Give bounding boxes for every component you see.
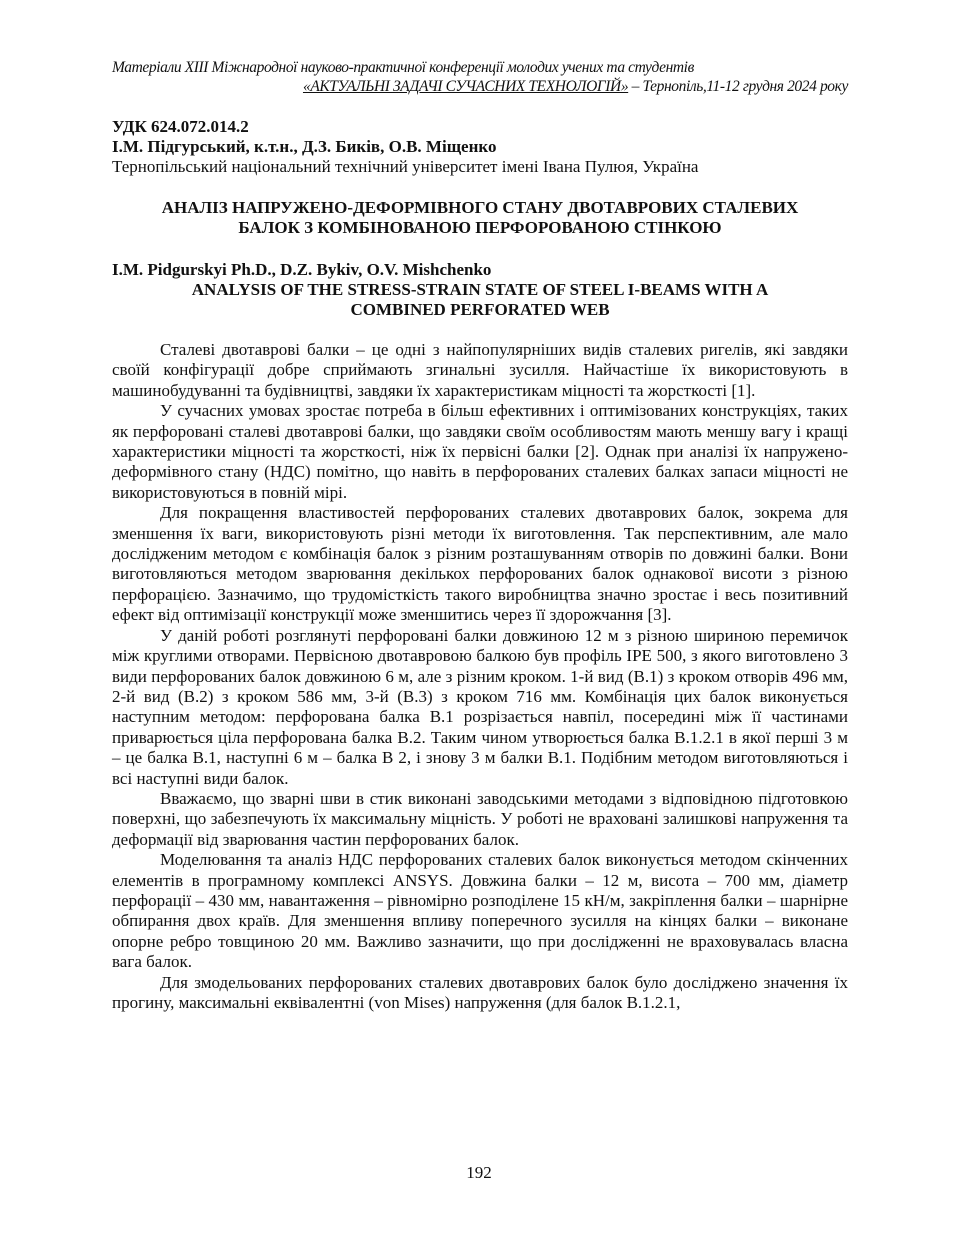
affiliation: Тернопільський національний технічний університет імені Івана Пулюя, Україна (112, 157, 699, 176)
authors-ua: І.М. Підгурський, к.т.н., Д.З. Биків, О.В. Міщенко (112, 137, 497, 156)
body-text (112, 340, 848, 1013)
title-ua (112, 198, 848, 238)
paragraph: Моделювання та аналіз НДС перфорованих сталевих балок виконується методом скінченних елементів в програмному комплексі ANSYS. Довжина балки – 12 м, висота – 700 мм, діаметр перфорації – 430 мм, навантаження – рівномірно розподілене 15 кН/м, закріплення балки – шарнірне обпирання двох країв. Для зменшення впливу поперечного зусилля на кінцях балки – виконане опорне ребро товщиною 20 мм. Важливо зазначити, що при дослідженні не враховувалась власна вага балок. (112, 850, 848, 972)
paragraph: У даній роботі розглянуті перфоровані балки довжиною 12 м з різною шириною перемичок між круглими отворами. Первісною двотавровою балкою був профіль IPE 500, з якого виготовлено 3 види перфорованих балок довжиною 6 м, але з різним кроком. 1-й вид (В.1) з кроком отворів 496 мм, 2-й вид (В.2) з кроком 586 мм, 3-й (В.3) з кроком 716 мм. Комбінація цих балок виконується наступним методом: перфорована балка В.1 розрізається навпіл, посередині між її частинами приварюється ціла перфорована балка В.2. Таким чином утворюється балка В.1.2.1 в якої перші 3 м – це балка В.1, наступні 6 м – балка В 2, і знову 3 м балки В.1. Подібним методом виготовляються і всі наступні види балок. (112, 625, 848, 788)
paragraph: Сталеві двотаврові балки – це одні з найпопулярніших видів сталевих ригелів, які завдяки своїй конфігурації добре сприймають згинальні зусилля. Найчастіше їх використовують в машинобудуванні та будівництві, завдяки їх характеристикам міцності та жорсткості [1]. (112, 340, 848, 400)
conference-header-line2 (112, 77, 848, 96)
title-en-line1: ANALYSIS OF THE STRESS-STRAIN STATE OF STEEL I-BEAMS WITH A (191, 280, 769, 299)
paragraph: Вважаємо, що зварні шви в стик виконані заводськими методами з відповідною підготовкою поверхні, що забезпечують їх максимальну міцність. У роботі не враховані залишкові напруження та деформації від зварювання частин перфорованих балок. (112, 788, 848, 849)
conference-header-line1: Матеріали XIII Міжнародної науково-практичної конференції молодих учених та студентів (112, 59, 694, 76)
title-en (112, 280, 848, 320)
udc-code: УДК 624.072.014.2 (112, 117, 249, 136)
conference-date-place: – Тернопіль,11-12 грудня 2024 року (628, 78, 848, 95)
authors-en: I.M. Pidgurskyi Ph.D., D.Z. Bykiv, O.V. Mishchenko (112, 260, 492, 279)
paragraph: Для покращення властивостей перфорованих сталевих двотаврових балок, зокрема для зменшення їх ваги, використовують різні методи їх виготовлення. Так перспективним, але мало дослідженим методом є комбінація балок з різним розташуванням отворів по довжині балки. Вони виготовляються методом зварювання декількох перфорованих балок однакової висоти з різною перфорацією. Зазначимо, що трудомісткість такого виробництва значно зростає і весь позитивний ефект від оптимізації конструкції може зменшитись через її здорожчання [3]. (112, 503, 848, 625)
conference-name: «АКТУАЛЬНІ ЗАДАЧІ СУЧАСНИХ ТЕХНОЛОГІЙ» (302, 78, 629, 95)
page-number: 192 (466, 1163, 492, 1182)
paragraph: У сучасних умовах зростає потреба в більш ефективних і оптимізованих конструкціях, таких як перфоровані сталеві двотаврові балки, що завдяки своїм особливостям мають меншу вагу і кращі характеристики міцності та жорсткості, ніж їх первісні балки [2]. Однак при аналізі їх напружено-деформівного стану (НДС) помітно, що навіть в перфорованих сталевих балках запаси міцності не використовуються в повній мірі. (112, 401, 848, 502)
title-ua-line2: БАЛОК З КОМБІНОВАНОЮ ПЕРФОРОВАНОЮ СТІНКОЮ (238, 218, 722, 237)
title-en-line2: COMBINED PERFORATED WEB (350, 300, 610, 319)
paragraph: Для змодельованих перфорованих сталевих двотаврових балок було досліджено значення їх прогину, максимальні еквівалентні (von Mises) напруження (для балок В.1.2.1, (112, 972, 848, 1012)
title-ua-line1: АНАЛІЗ НАПРУЖЕНО-ДЕФОРМІВНОГО СТАНУ ДВОТАВРОВИХ СТАЛЕВИХ (161, 198, 799, 217)
